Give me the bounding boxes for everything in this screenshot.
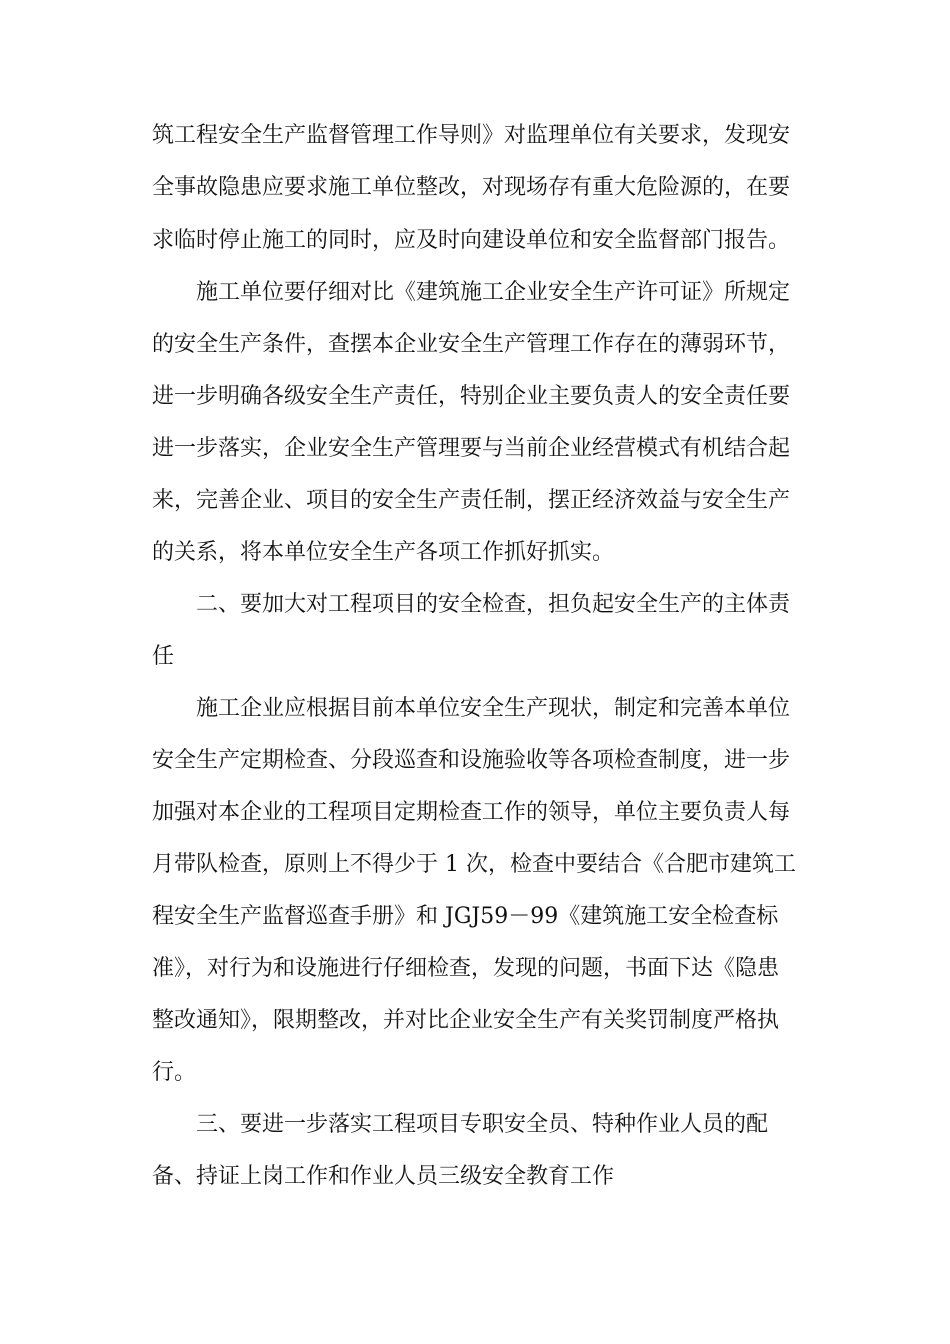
- section-heading-2-cont: 任: [152, 644, 175, 669]
- text-line: 准》，对行为和设施进行仔细检查，发现的问题，书面下达《隐患: [152, 956, 780, 981]
- text-line: 整改通知》，限期整改，并对比企业安全生产有关奖罚制度严格执: [152, 1008, 780, 1033]
- text-line: 安全生产定期检查、分段巡查和设施验收等各项检查制度，进一步: [152, 748, 791, 773]
- section-heading-2: 二、要加大对工程项目的安全检查，担负起安全生产的主体责: [196, 592, 791, 617]
- text-line: 进一步明确各级安全生产责任，特别企业主要负责人的安全责任要: [152, 384, 791, 409]
- text-line: 加强对本企业的工程项目定期检查工作的领导，单位主要负责人每: [152, 800, 791, 825]
- section-heading-3: 三、要进一步落实工程项目专职安全员、特种作业人员的配: [196, 1112, 769, 1137]
- text-line: 求临时停止施工的同时，应及时向建设单位和安全监督部门报告。: [152, 228, 791, 253]
- text-line: 来，完善企业、项目的安全生产责任制，摆正经济效益与安全生产: [152, 488, 791, 513]
- text-line: 程安全生产监督巡查手册》和 JGJ59－99《建筑施工安全检查标: [152, 904, 779, 929]
- paragraph-first-line: 施工单位要仔细对比《建筑施工企业安全生产许可证》所规定: [196, 280, 791, 305]
- text-line: 月带队检查，原则上不得少于 1 次，检查中要结合《合肥市建筑工: [152, 852, 796, 877]
- section-heading-3-cont: 备、持证上岗工作和作业人员三级安全教育工作: [152, 1164, 615, 1189]
- paragraph-first-line: 施工企业应根据目前本单位安全生产现状，制定和完善本单位: [196, 696, 791, 721]
- text-line: 的安全生产条件，查摆本企业安全生产管理工作存在的薄弱环节，: [152, 332, 791, 357]
- text-line: 进一步落实，企业安全生产管理要与当前企业经营模式有机结合起: [152, 436, 791, 461]
- text-line: 行。: [152, 1060, 197, 1085]
- text-line: 筑工程安全生产监督管理工作导则》对监理单位有关要求，发现安: [152, 123, 791, 148]
- text-line: 全事故隐患应要求施工单位整改，对现场存有重大危险源的，在要: [152, 175, 791, 200]
- text-line: 的关系，将本单位安全生产各项工作抓好抓实。: [152, 540, 615, 565]
